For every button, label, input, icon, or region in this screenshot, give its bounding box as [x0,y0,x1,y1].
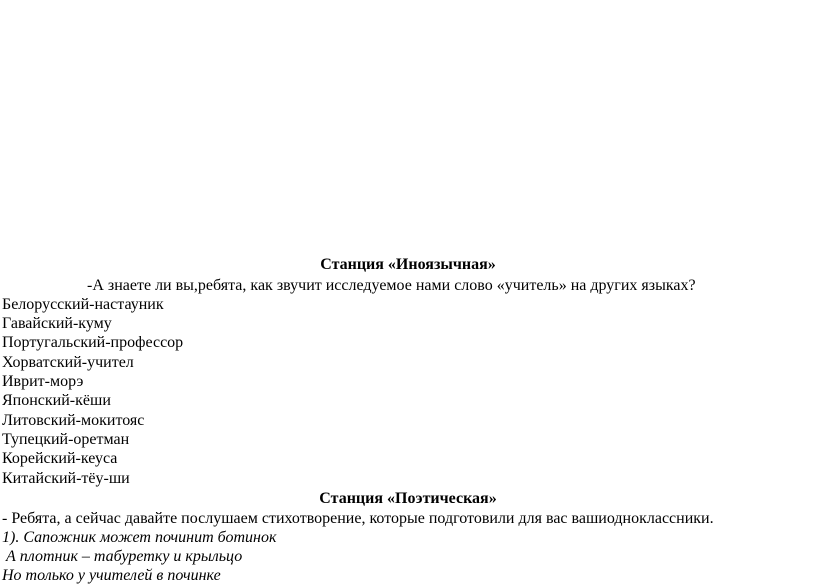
language-item: Корейский-кеуса [2,450,118,467]
language-item: Иврит-морэ [2,373,84,390]
language-item: Литовский-мокитояс [2,412,145,429]
poem-line: Но только у учителей в починке [2,567,221,584]
language-item: Хорватский-учител [2,354,134,371]
language-item: Японский-кёши [2,392,111,409]
station-2-title: Станция «Поэтическая» [319,490,497,507]
language-item: Белорусский-настауник [2,296,164,313]
poem-line: А плотник – табуретку и крыльцо [2,548,243,565]
language-item: Китайский-тёу-ши [2,470,130,487]
language-item: Тупецкий-оретман [2,431,130,448]
station-1-title: Станция «Иноязычная» [320,256,496,273]
poem-line: 1). Сапожник может починит ботинок [2,529,277,546]
station-1-question: -А знаете ли вы,ребята, как звучит исследуемое нами слово «учитель» на других языках? [87,277,696,294]
station-2-intro: - Ребята, а сейчас давайте послушаем стихотворение, которые подготовили для вас вашиодноклассники. [2,510,714,527]
language-item: Португальский-профессор [2,334,184,351]
language-item: Гавайский-куму [2,315,112,332]
